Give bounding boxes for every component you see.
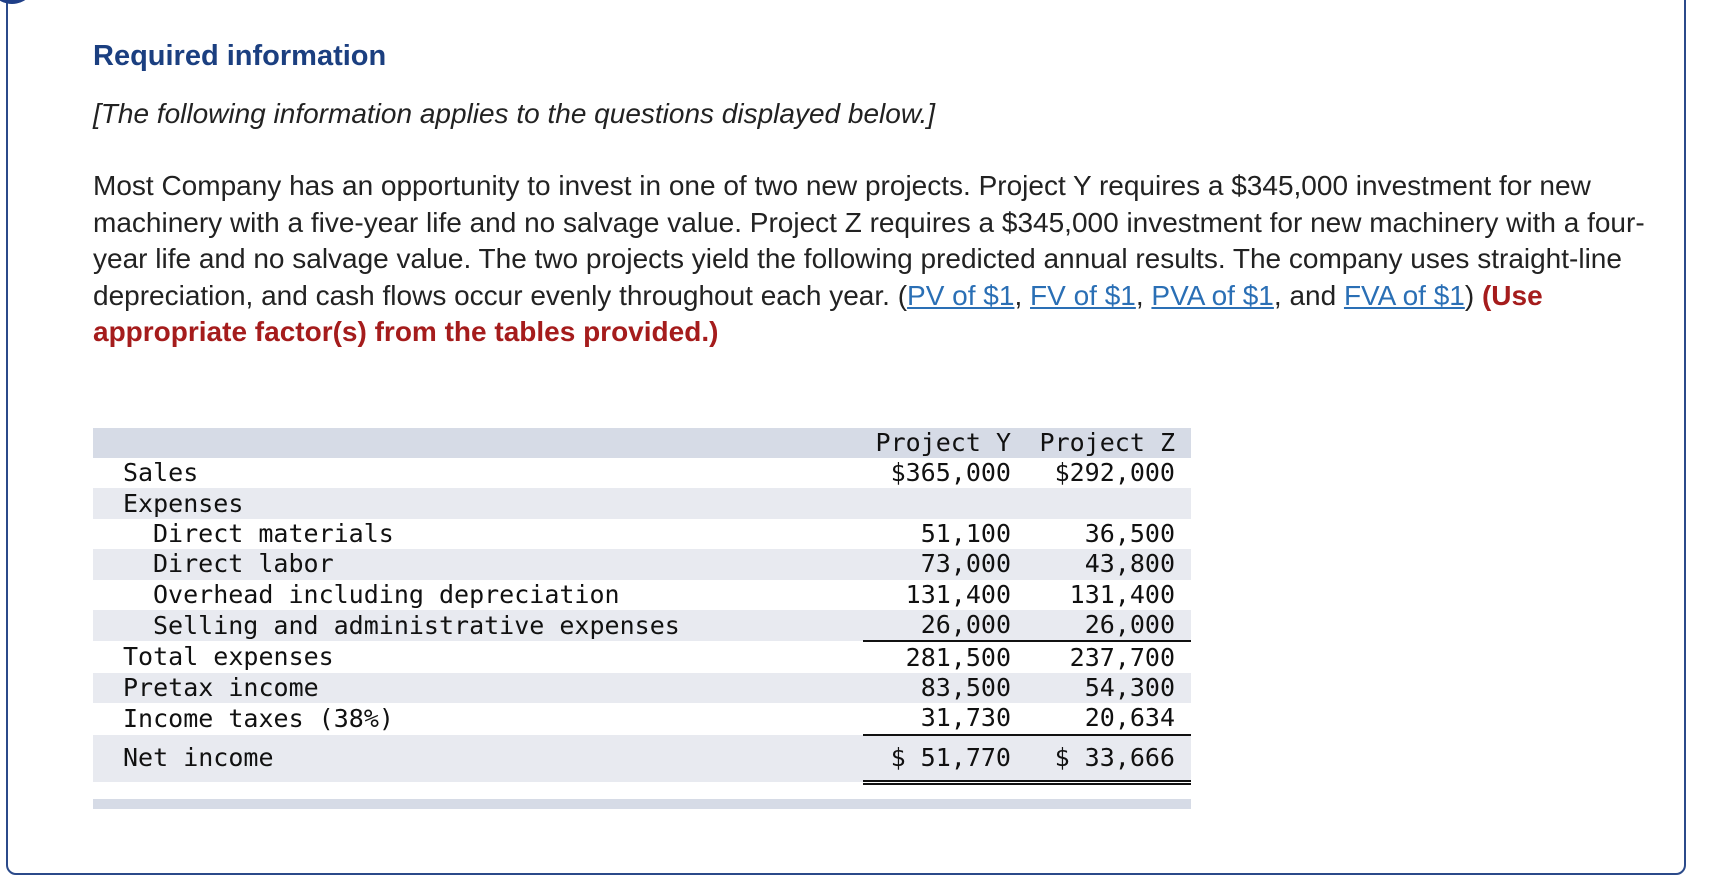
cell-project-z: $ 33,666 xyxy=(1027,735,1191,783)
row-label: Income taxes (38%) xyxy=(123,703,394,733)
row-label: Sales xyxy=(123,458,199,488)
cell-project-y: 281,500 xyxy=(905,642,1011,672)
cell-project-z: 20,634 xyxy=(1027,703,1191,734)
cell-project-z: 54,300 xyxy=(1027,673,1191,703)
table-row xyxy=(93,703,1191,734)
cell-project-z: $292,000 xyxy=(1054,458,1175,488)
table-row xyxy=(93,580,1191,610)
cell-project-z xyxy=(1027,488,1191,518)
row-label: Pretax income xyxy=(93,673,863,703)
problem-paragraph: Most Company has an opportunity to invest in one of two new projects. Project Y requires a $345,000 investment for new machinery with a five-year life and no salvage value. Project Z requires a $345,000 investment for new machinery with a four-year life and no salvage value. The two projects yield the following predicted annual results. The company uses straight-line depreciation, and cash flows occur evenly throughout each year. (PV of $1, FV of $1, PVA of $1, and FVA of $1) (Use appropriate factor(s) from the tables provided.) xyxy=(93,170,1645,347)
table-row xyxy=(93,735,1191,783)
cell-project-z: 43,800 xyxy=(1027,549,1191,579)
row-label: Expenses xyxy=(93,488,863,518)
cell-project-z: 36,500 xyxy=(1084,518,1175,548)
table-row xyxy=(93,641,1191,672)
row-label: Net income xyxy=(93,735,863,783)
paragraph-text: Most Company has an opportunity to invest in one of two new projects. Project Y requires a $345,000 investment for new machinery with a five-year life and no salvage value. Project Z requires a $345,000 investment for new machinery with a four-year life and no salvage value. The two projects yield the following predicted annual results. The company uses straight-line depreciation, and cash flows occur evenly throughout each year. ( xyxy=(93,170,1645,311)
table-row xyxy=(93,673,1191,703)
info-note: [The following information applies to the questions displayed below.] xyxy=(93,98,936,129)
cell-project-z: 237,700 xyxy=(1069,642,1175,672)
cell-project-z: 26,000 xyxy=(1027,610,1191,641)
table-row xyxy=(93,610,1191,641)
cell-project-y xyxy=(863,488,1027,518)
table-row xyxy=(93,549,1191,579)
table-row xyxy=(93,458,1191,488)
row-label: Overhead including depreciation xyxy=(153,579,620,609)
cell-project-y: $365,000 xyxy=(890,458,1011,488)
row-label: Direct materials xyxy=(153,518,394,548)
cell-project-y: 51,100 xyxy=(920,518,1011,548)
row-label: Direct labor xyxy=(93,549,863,579)
cell-project-y: 83,500 xyxy=(863,673,1027,703)
cell-project-y: 131,400 xyxy=(905,579,1011,609)
instruction-emphasis: (Use appropriate factor(s) from the tables provided.) xyxy=(93,279,1543,347)
row-label: Selling and administrative expenses xyxy=(93,610,863,641)
cell-project-z: 131,400 xyxy=(1069,579,1175,609)
cell-project-y: $ 51,770 xyxy=(863,735,1027,783)
fva-of-1-link[interactable]: FVA of $1 xyxy=(1343,279,1465,311)
table-header-row xyxy=(93,428,1191,458)
required-info-heading: Required information xyxy=(93,40,387,72)
fv-of-1-link[interactable]: FV of $1 xyxy=(1030,279,1136,311)
row-label: Total expenses xyxy=(123,642,334,672)
pv-of-1-link[interactable]: PV of $1 xyxy=(907,279,1015,311)
pva-of-1-link[interactable]: PVA of $1 xyxy=(1151,279,1274,311)
cell-project-y: 26,000 xyxy=(863,610,1027,641)
column-header-project-z: Project Z xyxy=(1027,428,1191,458)
table-row xyxy=(93,519,1191,549)
alert-icon xyxy=(0,0,36,4)
cell-project-y: 73,000 xyxy=(863,549,1027,579)
column-header-project-y: Project Y xyxy=(863,428,1027,458)
cell-project-y: 31,730 xyxy=(863,703,1027,734)
table-footer-bar xyxy=(93,799,1191,809)
table-row xyxy=(93,488,1191,518)
projects-income-table xyxy=(93,428,1191,809)
